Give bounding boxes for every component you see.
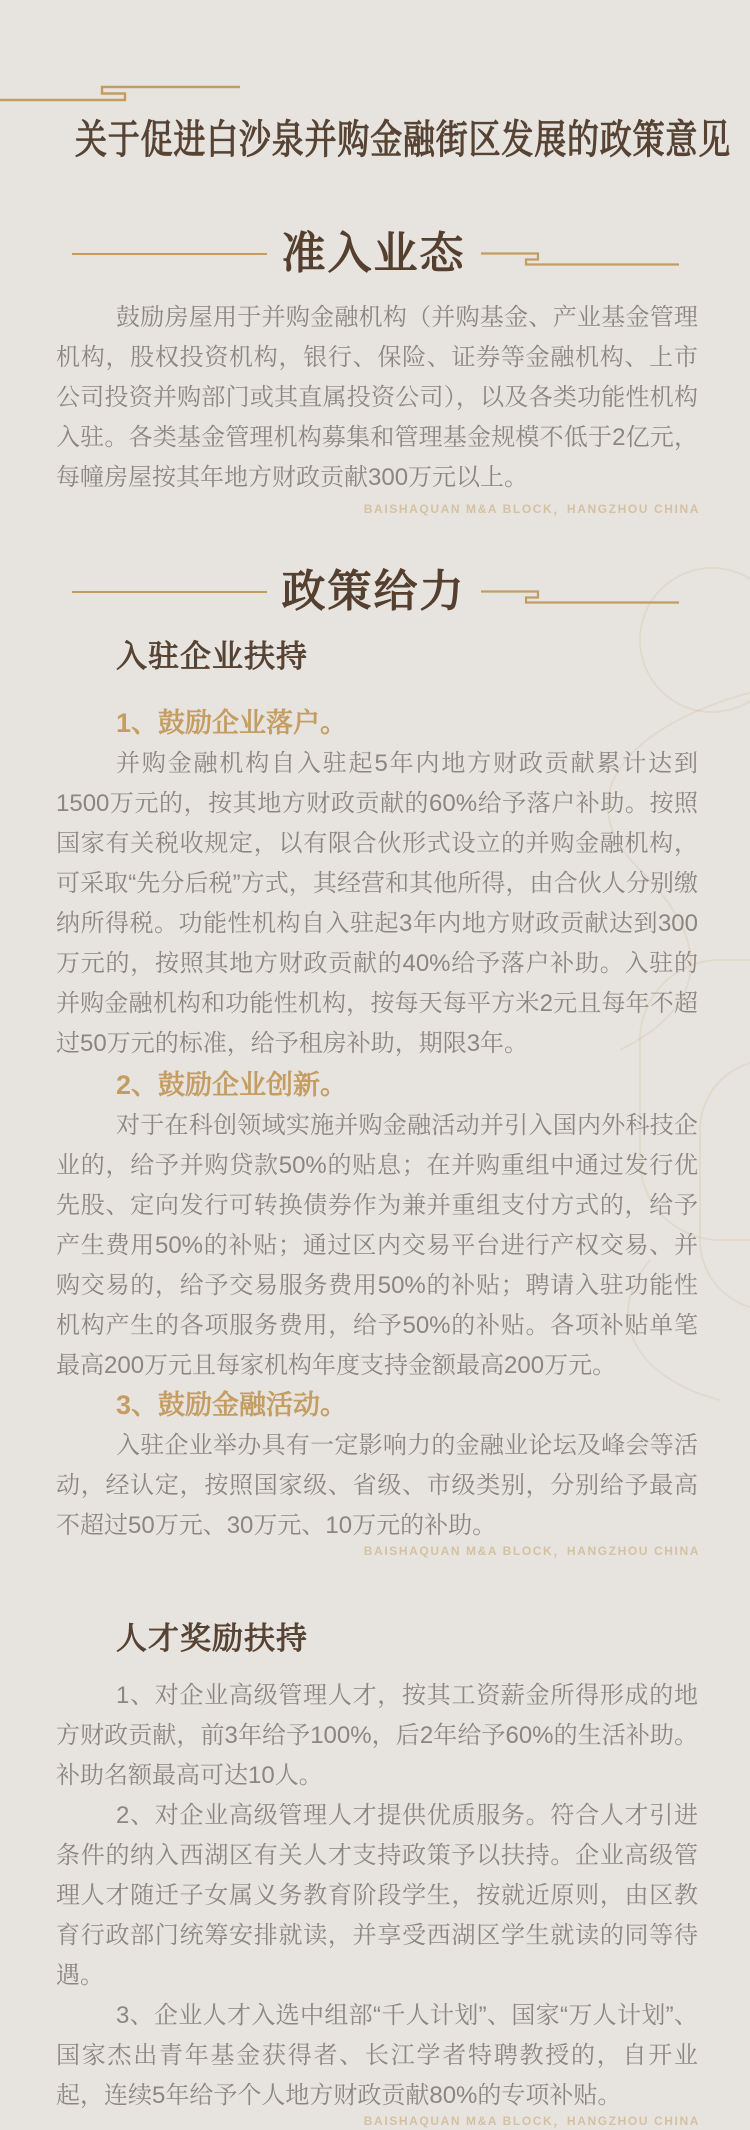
watermark: BAISHAQUAN M&A BLOCK，HANGZHOU CHINA	[363, 1544, 700, 1558]
talent-paragraph-1: 1、对企业高级管理人才，按其工资薪金所得形成的地方财政贡献，前3年给予100%，后2年给予60%的生活补助。补助名额最高可达10人。	[56, 1682, 698, 1789]
section-header-access	[0, 222, 750, 286]
talent-paragraph-2: 2、对企业高级管理人才提供优质服务。符合人才引进条件的纳入西湖区有关人才支持政策予以扶持。企业高级管理人才随迁子女属义务教育阶段学生，按就近原则，由区教育行政部门统筹安排就读，并享受西湖区学生就读的同等待遇。	[56, 1802, 698, 1989]
item-title-activities: 3、鼓励金融活动。	[116, 1390, 348, 1420]
watermark: BAISHAQUAN M&A BLOCK，HANGZHOU CHINA	[363, 2114, 700, 2128]
section-heading-access: 准入业态	[281, 229, 466, 278]
heading-left-line	[72, 591, 267, 593]
item-title-settle: 1、鼓励企业落户。	[116, 708, 348, 738]
talent-paragraph-3: 3、企业人才入选中组部“千人计划”、国家“万人计划”、国家杰出青年基金获得者、长江学者特聘教授的，自开业起，连续5年给予个人地方财政贡献80%的专项补贴。	[56, 2002, 698, 2109]
section-header-policy	[0, 560, 750, 624]
subsection-heading-talent: 人才奖励扶持	[116, 1621, 308, 1656]
heading-left-line	[72, 253, 267, 255]
page-title: 关于促进白沙泉并购金融街区发展的政策意见	[75, 118, 731, 162]
section-heading-policy: 政策给力	[281, 567, 466, 616]
heading-right-fret	[481, 250, 679, 267]
watermark: BAISHAQUAN M&A BLOCK，HANGZHOU CHINA	[363, 502, 700, 516]
item-body-activities: 入驻企业举办具有一定影响力的金融业论坛及峰会等活动，经认定，按照国家级、省级、市级类别，分别给予最高不超过50万元、30万元、10万元的补助。	[56, 1432, 698, 1539]
heading-right-fret	[481, 588, 679, 605]
subsection-heading-enterprise: 入驻企业扶持	[116, 639, 308, 674]
access-paragraph: 鼓励房屋用于并购金融机构（并购基金、产业基金管理机构，股权投资机构，银行、保险、证券等金融机构、上市公司投资并购部门或其直属投资公司），以及各类功能性机构入驻。各类基金管理机构募集和管理基金规模不低于2亿元，每幢房屋按其年地方财政贡献300万元以上。	[56, 304, 698, 491]
item-title-innovation: 2、鼓励企业创新。	[116, 1070, 348, 1100]
item-body-settle: 并购金融机构自入驻起5年内地方财政贡献累计达到1500万元的，按其地方财政贡献的60%给予落户补助。按照国家有关税收规定，以有限合伙形式设立的并购金融机构，可采取“先分后税”方式，其经营和其他所得，由合伙人分别缴纳所得税。功能性机构自入驻起3年内地方财政贡献达到300万元的，按照其地方财政贡献的40%给予落户补助。入驻的并购金融机构和功能性机构，按每天每平方米2元且每年不超过50万元的标准，给予租房补助，期限3年。	[56, 750, 698, 1057]
item-body-innovation: 对于在科创领域实施并购金融活动并引入国内外科技企业的，给予并购贷款50%的贴息；在并购重组中通过发行优先股、定向发行可转换债券作为兼并重组支付方式的，给予产生费用50%的补贴；通过区内交易平台进行产权交易、并购交易的，给予交易服务费用50%的补贴；聘请入驻功能性机构产生的各项服务费用，给予50%的补贴。各项补贴单笔最高200万元且每家机构年度支持金额最高200万元。	[56, 1112, 698, 1379]
